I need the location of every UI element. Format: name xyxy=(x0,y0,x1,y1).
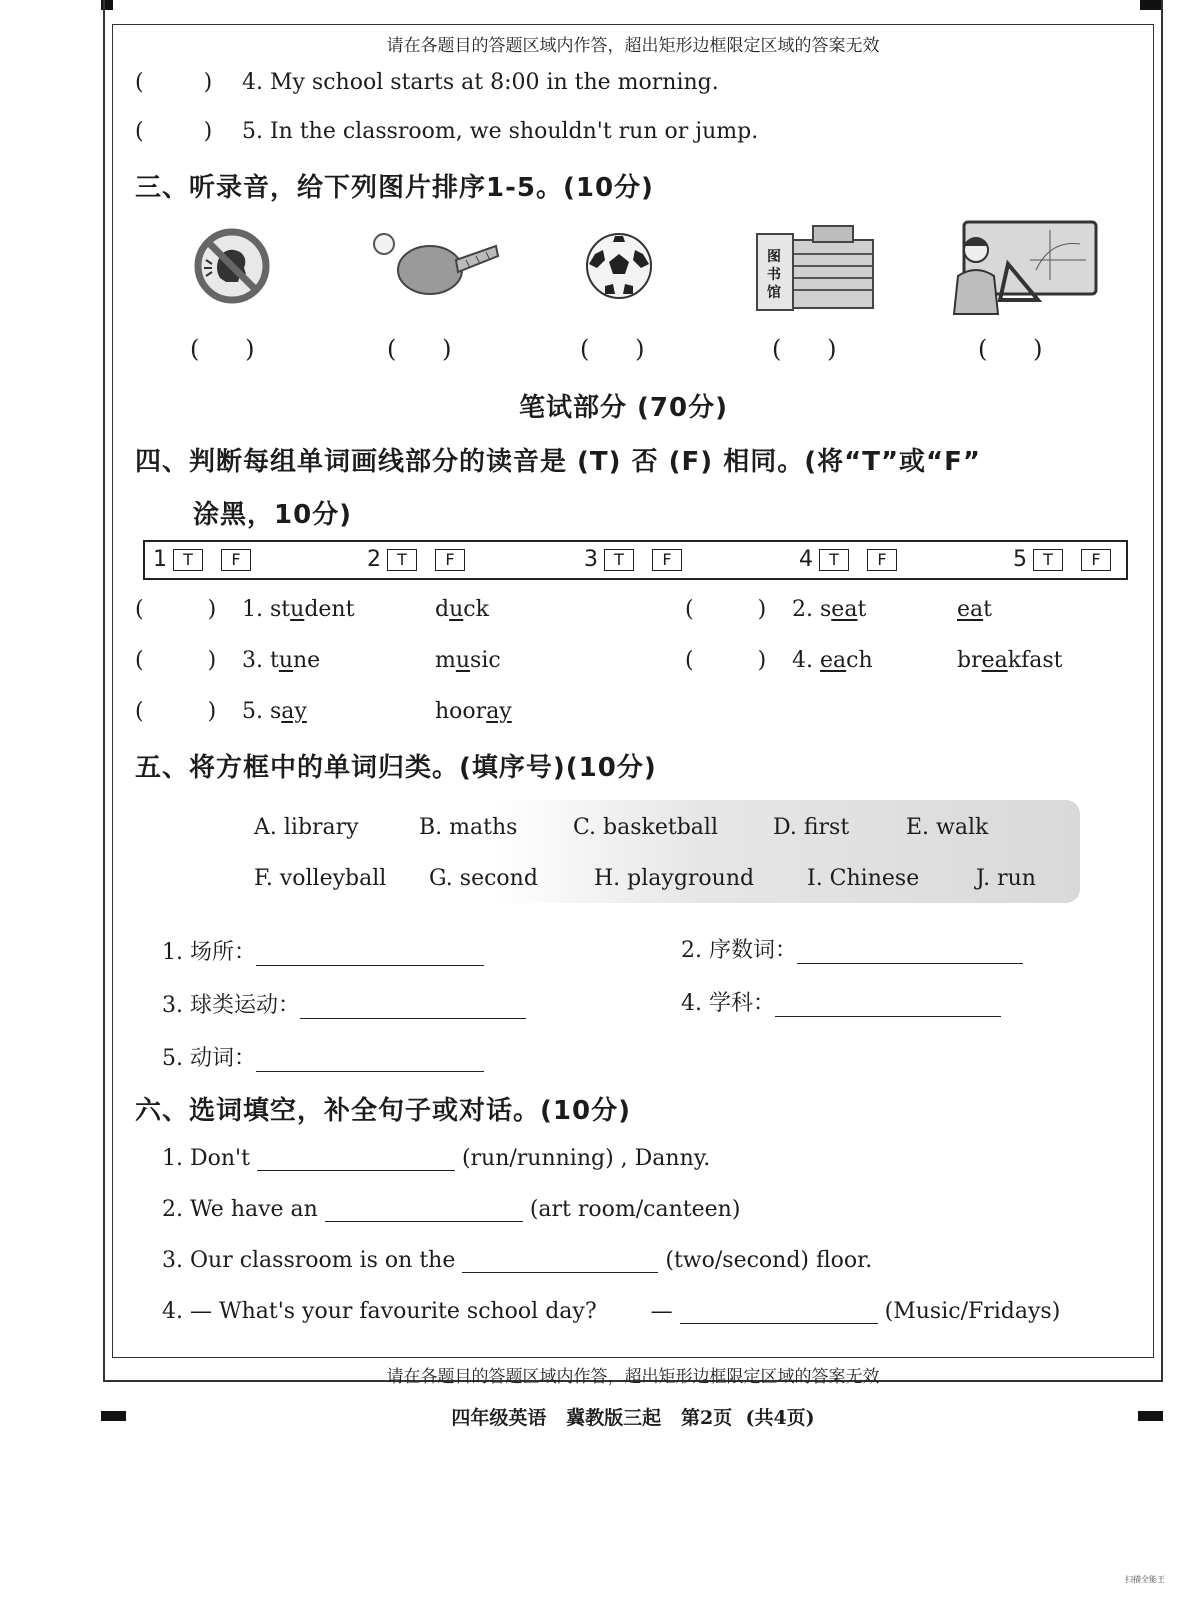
phonics-item-2-compare: eat xyxy=(957,597,992,622)
tf-option-t[interactable]: T xyxy=(819,549,849,571)
answer-area-notice-bottom: 请在各题目的答题区域内作答，超出矩形边框限定区域的答案无效 xyxy=(386,1367,880,1387)
judge-item-4 xyxy=(135,70,719,95)
tf-answer-4: 4 T F xyxy=(799,547,897,572)
phonics-item-3-compare: music xyxy=(435,648,501,673)
answer-paren[interactable]: ( ) xyxy=(685,597,767,622)
answer-paren[interactable]: ( ) xyxy=(135,699,217,724)
phonics-item-5-compare: hooray xyxy=(435,699,512,724)
category-subjects: 4. 学科： xyxy=(681,986,1001,1017)
page-footer: 四年级英语 冀教版三起 第2页 (共4页) xyxy=(451,1407,815,1429)
word-bank-item: F. volleyball xyxy=(254,866,387,891)
scanner-watermark: 扫描全能王 xyxy=(1125,1575,1165,1584)
fill-blank-item-3: 3. Our classroom is on the (two/second) floor. xyxy=(162,1248,873,1273)
answer-blank[interactable] xyxy=(256,943,484,966)
answer-blank[interactable] xyxy=(256,1049,484,1072)
answer-paren[interactable]: ( ) xyxy=(135,119,213,144)
word-bank-item: H. playground xyxy=(594,866,755,891)
picture-answer-paren-3[interactable]: ( ) xyxy=(580,335,645,363)
phonics-item-4-compare: breakfast xyxy=(957,648,1063,673)
category-ball-sports: 3. 球类运动： xyxy=(162,988,526,1019)
answer-blank[interactable] xyxy=(775,994,1001,1017)
written-part-heading: 笔试部分 (70分) xyxy=(519,393,728,423)
word-bank-item: I. Chinese xyxy=(807,866,920,891)
tf-option-t[interactable]: T xyxy=(604,549,634,571)
phonics-item-1-compare: duck xyxy=(435,597,489,622)
picture-answer-paren-1[interactable]: ( ) xyxy=(190,335,255,363)
answer-paren[interactable]: ( ) xyxy=(135,648,217,673)
tf-answer-5: 5 T F xyxy=(1013,547,1111,572)
phonics-item-4: ( ) 4. each xyxy=(685,648,873,673)
ping-pong-paddle-icon xyxy=(370,232,500,300)
answer-paren[interactable]: ( ) xyxy=(135,597,217,622)
answer-paren[interactable]: ( ) xyxy=(135,70,213,95)
library-sign-text: 图 书 馆 xyxy=(767,249,781,301)
fill-blank-item-4: 4. — What's your favourite school day? — (Music/Fridays) xyxy=(162,1299,1061,1324)
word-bank-item: B. maths xyxy=(419,815,518,840)
section-5-title: 五、将方框中的单词归类。(填序号)(10分) xyxy=(135,753,657,783)
tf-option-t[interactable]: T xyxy=(173,549,203,571)
answer-blank[interactable] xyxy=(300,996,526,1019)
picture-answer-paren-4[interactable]: ( ) xyxy=(772,335,837,363)
phonics-item-2: ( ) 2. seat xyxy=(685,597,867,622)
phonics-item-3: ( ) 3. tune xyxy=(135,648,321,673)
tf-option-t[interactable]: T xyxy=(387,549,417,571)
answer-blank[interactable] xyxy=(462,1250,658,1273)
word-bank-item: A. library xyxy=(254,815,359,840)
teacher-at-blackboard-icon xyxy=(950,220,1098,316)
fill-blank-item-1: 1. Don't (run/running) , Danny. xyxy=(162,1146,711,1171)
category-verbs: 5. 动词： xyxy=(162,1041,484,1072)
answer-blank[interactable] xyxy=(325,1199,523,1222)
picture-answer-paren-2[interactable]: ( ) xyxy=(387,335,452,363)
section-4-title-line1: 四、判断每组单词画线部分的读音是 (T) 否 (F) 相同。(将“T”或“F” xyxy=(135,447,981,477)
word-bank-item: C. basketball xyxy=(573,815,718,840)
soccer-ball-icon xyxy=(583,232,655,300)
tf-option-f[interactable]: F xyxy=(221,549,251,571)
tf-option-t[interactable]: T xyxy=(1033,549,1063,571)
no-talking-icon xyxy=(192,228,272,304)
answer-paren[interactable]: ( ) xyxy=(685,648,767,673)
section-3-title: 三、听录音，给下列图片排序1-5。(10分) xyxy=(135,173,654,203)
word-bank-item: E. walk xyxy=(906,815,989,840)
tf-answer-1: 1 T F xyxy=(153,547,251,572)
word-bank-item: G. second xyxy=(429,866,538,891)
answer-area-notice-top: 请在各题目的答题区域内作答，超出矩形边框限定区域的答案无效 xyxy=(386,36,880,56)
tf-option-f[interactable]: F xyxy=(867,549,897,571)
tf-option-f[interactable]: F xyxy=(435,549,465,571)
picture-answer-paren-5[interactable]: ( ) xyxy=(978,335,1043,363)
section-6-title: 六、选词填空，补全句子或对话。(10分) xyxy=(135,1096,631,1126)
answer-blank[interactable] xyxy=(797,941,1023,964)
sentence-text: 5. In the classroom, we shouldn't run or jump. xyxy=(242,119,759,144)
sentence-text: 4. My school starts at 8:00 in the morning. xyxy=(242,70,719,95)
category-places: 1. 场所： xyxy=(162,935,484,966)
answer-blank[interactable] xyxy=(257,1148,455,1171)
tf-option-f[interactable]: F xyxy=(652,549,682,571)
word-bank-item: D. first xyxy=(773,815,850,840)
answer-blank[interactable] xyxy=(680,1301,878,1324)
word-bank-item: J. run xyxy=(976,866,1036,891)
tf-answer-2: 2 T F xyxy=(367,547,465,572)
phonics-item-5: ( ) 5. say xyxy=(135,699,307,724)
fill-blank-item-2: 2. We have an (art room/canteen) xyxy=(162,1197,741,1222)
section-4-title-line2: 涂黑，10分) xyxy=(193,500,353,530)
judge-item-5 xyxy=(135,119,758,144)
category-ordinals: 2. 序数词： xyxy=(681,933,1023,964)
phonics-item-1: ( ) 1. student xyxy=(135,597,355,622)
tf-answer-3: 3 T F xyxy=(584,547,682,572)
tf-option-f[interactable]: F xyxy=(1081,549,1111,571)
